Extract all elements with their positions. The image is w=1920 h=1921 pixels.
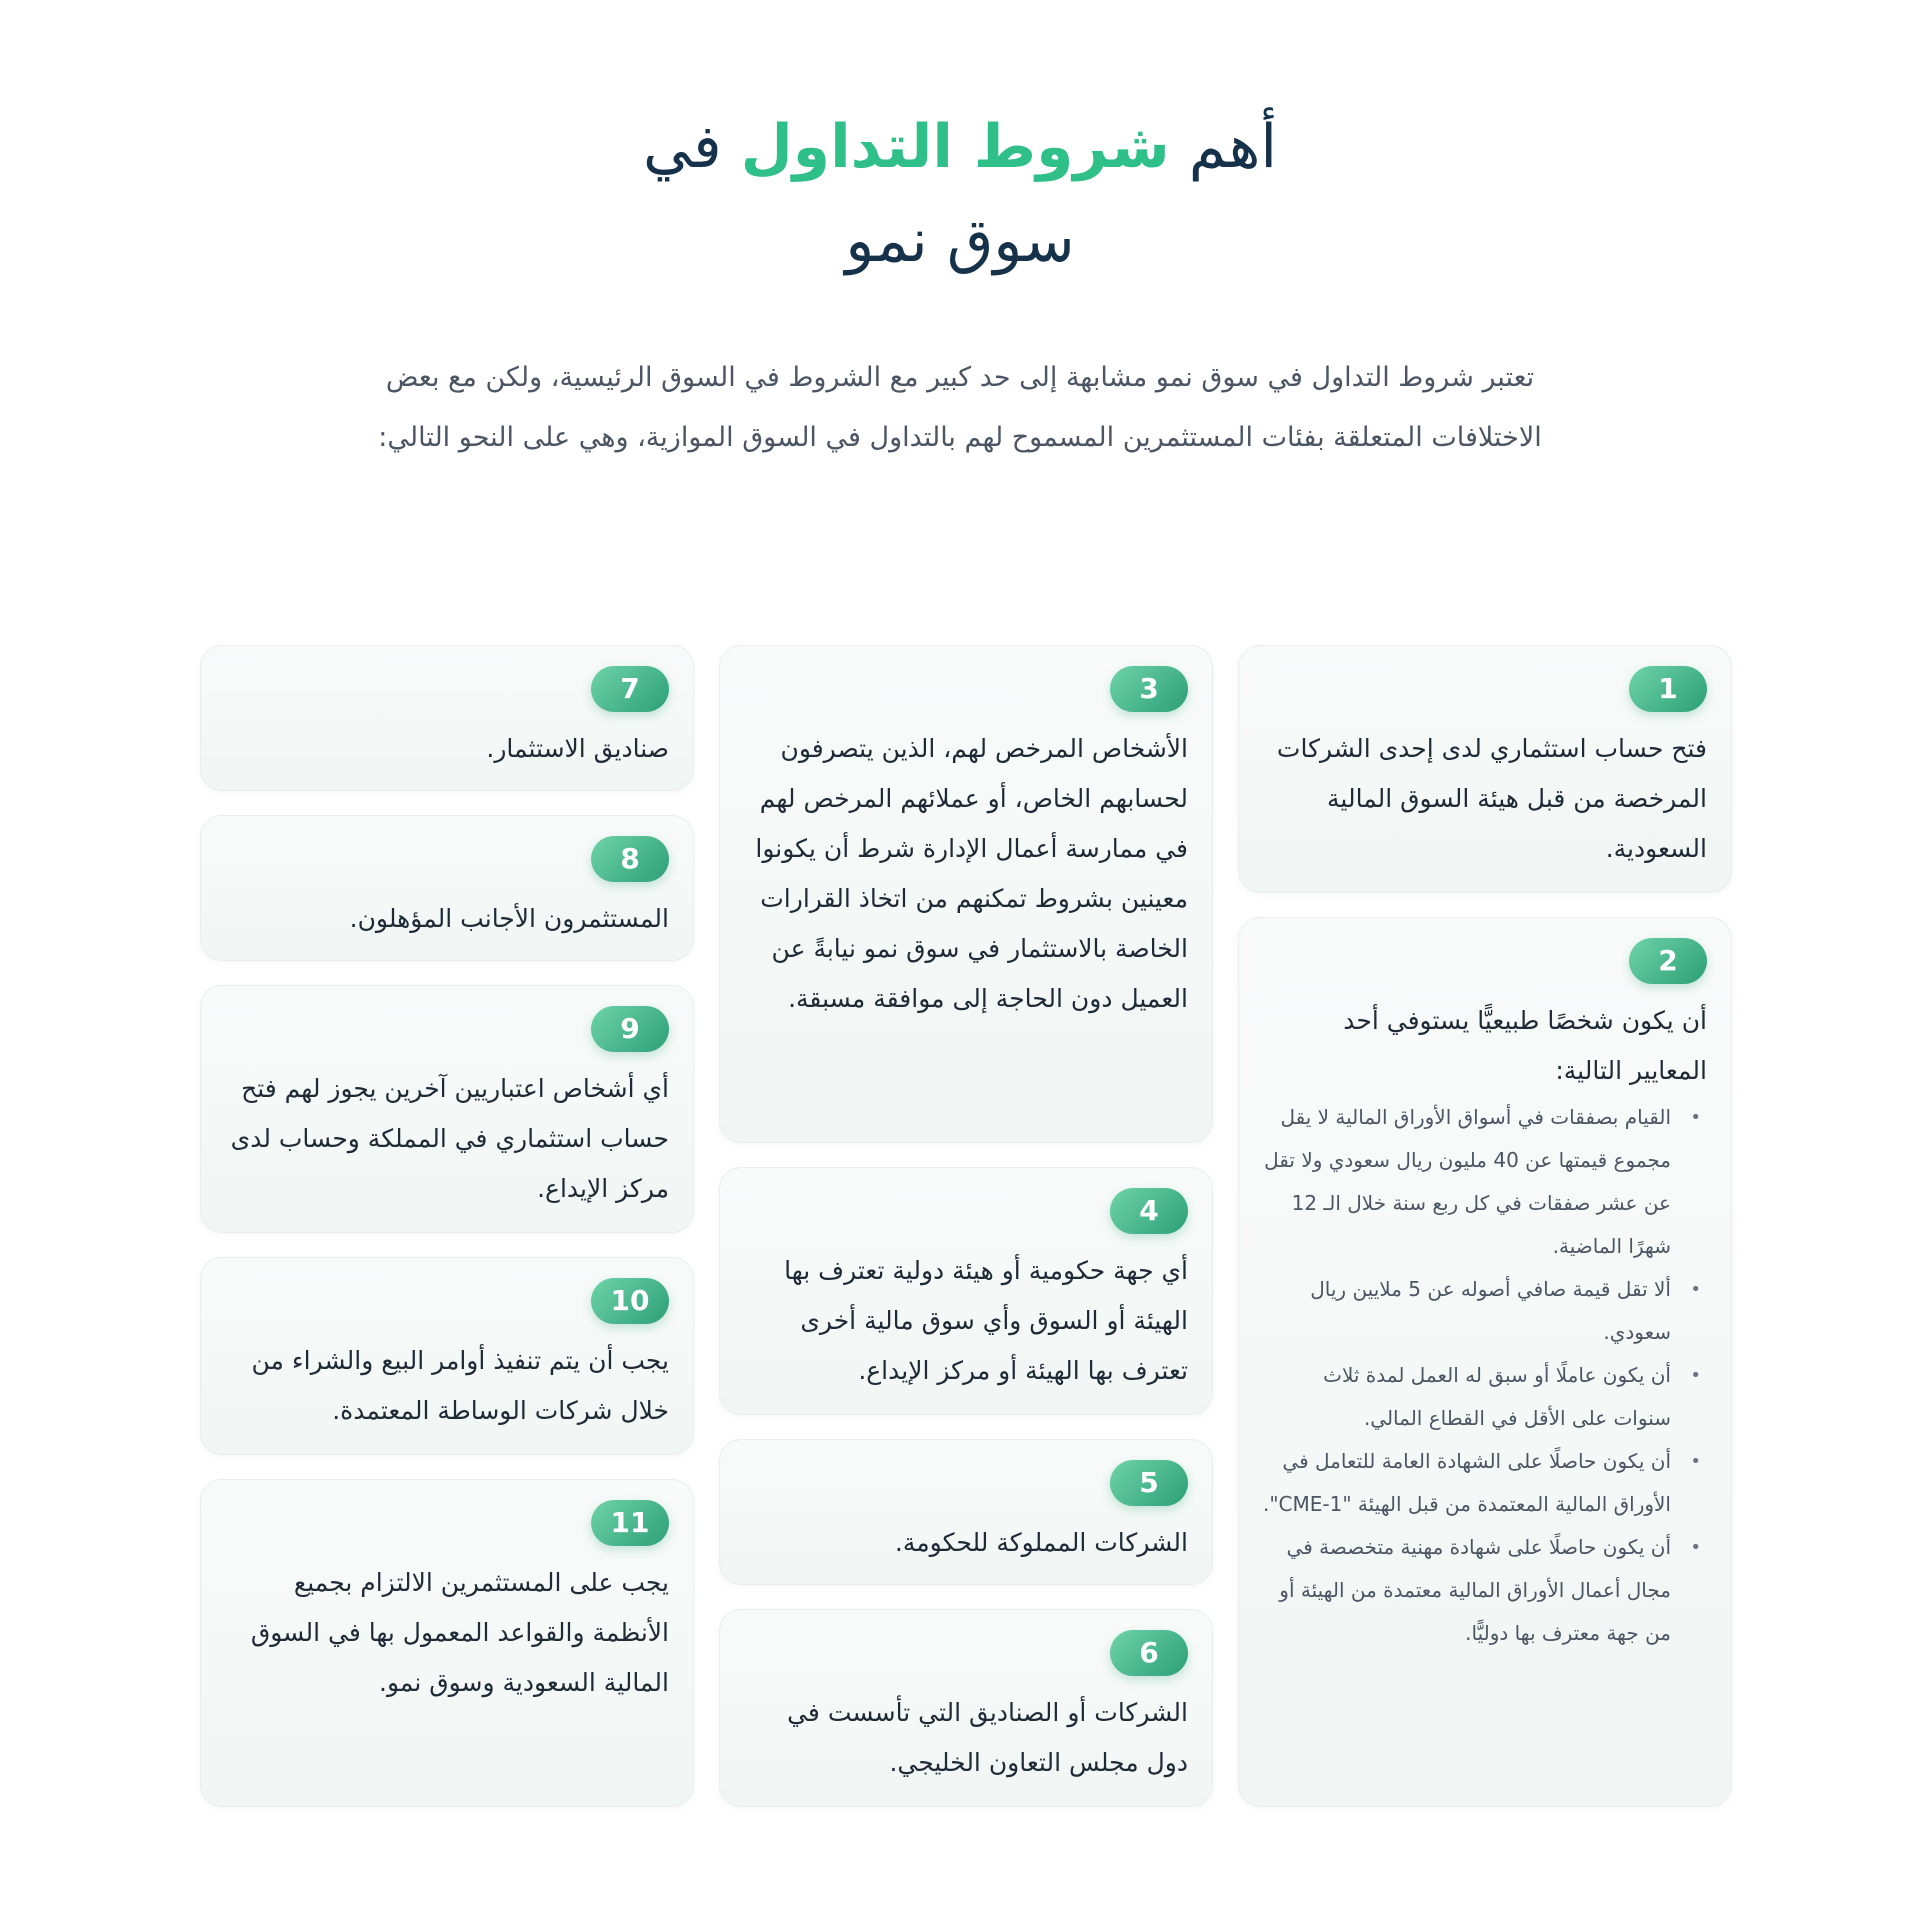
card-11	[200, 1479, 694, 1807]
card-1	[1238, 645, 1732, 893]
card-text: أي جهة حكومية أو هيئة دولية تعترف بها الهيئة أو السوق وأي سوق مالية أخرى تعترف بها الهيئة أو مركز الإيداع.	[784, 1256, 1188, 1385]
card-number-badge: 7	[591, 666, 669, 712]
title-line-1	[0, 100, 1920, 194]
card-text: أي أشخاص اعتباريين آخرين يجوز لهم فتح حساب استثماري في المملكة وحساب لدى مركز الإيداع.	[230, 1074, 669, 1203]
card-text: يجب على المستثمرين الالتزام بجميع الأنظمة والقواعد المعمول بها في السوق المالية السعودية وسوق نمو.	[250, 1568, 669, 1697]
card-text: أن يكون شخصًا طبيعيًّا يستوفي أحد المعايير التالية:	[1343, 1006, 1707, 1085]
criteria-item: • ألا تقل قيمة صافي أصوله عن 5 ملايين ريال سعودي.	[1263, 1268, 1707, 1354]
card-number-badge: 1	[1629, 666, 1707, 712]
card-number-badge: 8	[591, 836, 669, 882]
card-text: الشركات المملوكة للحكومة.	[894, 1528, 1188, 1557]
criteria-item: • القيام بصفقات في أسواق الأوراق المالية لا يقل مجموع قيمتها عن 40 مليون ريال سعودي ولا تقل عن عشر صفقات في كل ربع سنة خلال الـ 12 شهرًا الماضية.	[1263, 1096, 1707, 1268]
card-3	[719, 645, 1213, 1143]
criteria-item: • أن يكون عاملًا أو سبق له العمل لمدة ثلاث سنوات على الأقل في القطاع المالي.	[1263, 1354, 1707, 1440]
card-number-badge: 2	[1629, 938, 1707, 984]
card-5	[719, 1439, 1213, 1585]
criteria-item: • أن يكون حاصلًا على الشهادة العامة للتعامل في الأوراق المالية المعتمدة من قبل الهيئة "CME-1".	[1263, 1440, 1707, 1526]
card-text: الشركات أو الصناديق التي تأسست في دول مجلس التعاون الخليجي.	[787, 1698, 1188, 1777]
title-pre: أهم	[1188, 112, 1278, 182]
card-7	[200, 645, 694, 791]
card-number-badge: 9	[591, 1006, 669, 1052]
title-line-2: سوق نمو	[845, 206, 1075, 276]
card-number-badge: 6	[1110, 1630, 1188, 1676]
criteria-item: • أن يكون حاصلًا على شهادة مهنية متخصصة في مجال أعمال الأوراق المالية معتمدة من الهيئة أو من جهة معترف بها دوليًّا.	[1263, 1526, 1707, 1655]
card-4	[719, 1167, 1213, 1415]
card-8	[200, 815, 694, 961]
card-text: الأشخاص المرخص لهم، الذين يتصرفون لحسابهم الخاص، أو عملائهم المرخص لهم في ممارسة أعمال الإدارة شرط أن يكونوا معينين بشروط تمكنهم من اتخاذ القرارات الخاصة بالاستثمار في سوق نمو نيابةً عن العميل دون الحاجة إلى موافقة مسبقة.	[755, 734, 1188, 1013]
card-2	[1238, 917, 1732, 1807]
card-text: صناديق الاستثمار.	[486, 734, 669, 763]
card-number-badge: 4	[1110, 1188, 1188, 1234]
card-number-badge: 3	[1110, 666, 1188, 712]
page-title	[0, 100, 1920, 288]
card-number-badge: 11	[591, 1500, 669, 1546]
card-text: يجب أن يتم تنفيذ أوامر البيع والشراء من خلال شركات الوساطة المعتمدة.	[251, 1346, 669, 1425]
criteria-list	[1263, 1096, 1707, 1655]
card-10	[200, 1257, 694, 1455]
title-post: في	[642, 112, 722, 182]
intro-paragraph: تعتبر شروط التداول في سوق نمو مشابهة إلى حد كبير مع الشروط في السوق الرئيسية، ولكن مع بعض الاختلافات المتعلقة بفئات المستثمرين المسموح لهم بالتداول في السوق الموازية، وهي على النحو التالي:	[378, 362, 1542, 453]
card-number-badge: 5	[1110, 1460, 1188, 1506]
card-text: المستثمرون الأجانب المؤهلون.	[349, 904, 669, 933]
card-9	[200, 985, 694, 1233]
card-number-badge: 10	[591, 1278, 669, 1324]
title-highlight: شروط التداول	[740, 112, 1170, 182]
card-6	[719, 1609, 1213, 1807]
card-text: فتح حساب استثماري لدى إحدى الشركات المرخصة من قبل هيئة السوق المالية السعودية.	[1276, 734, 1707, 863]
